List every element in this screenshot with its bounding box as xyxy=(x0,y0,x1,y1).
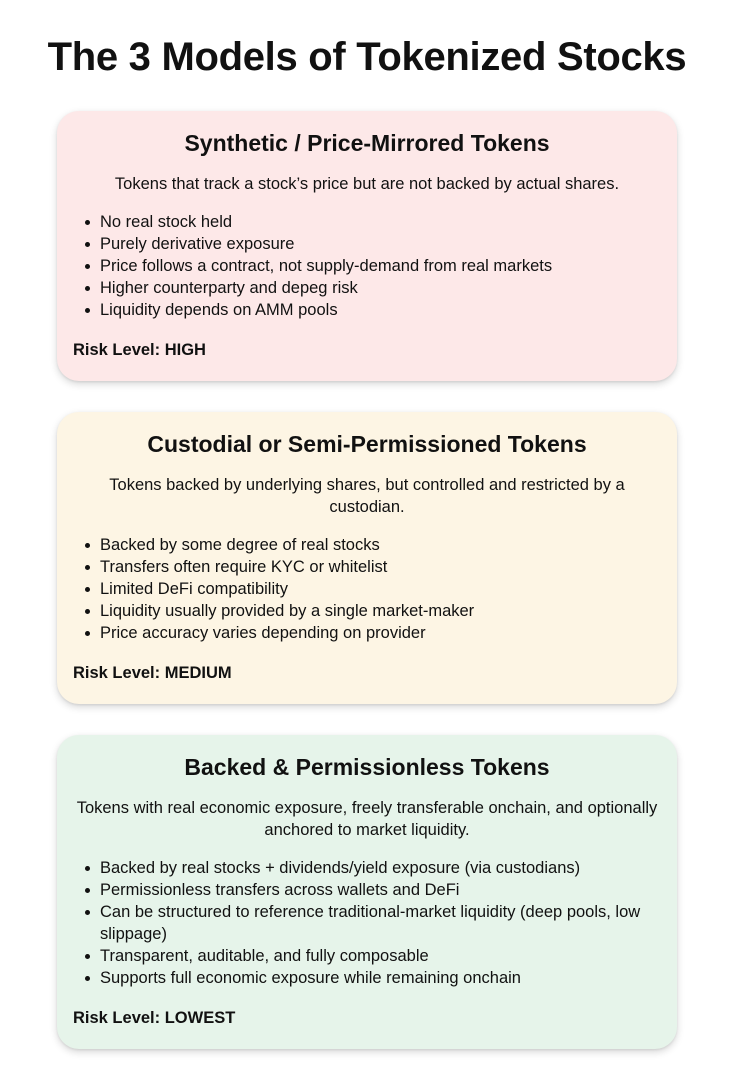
list-item: Higher counterparty and depeg risk xyxy=(73,277,661,299)
card-backed-permissionless-tokens xyxy=(57,735,677,1049)
list-item: Can be structured to reference traditional-market liquidity (deep pools, low slippage) xyxy=(73,901,661,945)
card-title: Custodial or Semi-Permissioned Tokens xyxy=(147,431,587,457)
list-item: Liquidity usually provided by a single market-maker xyxy=(73,600,661,622)
page-title: The 3 Models of Tokenized Stocks xyxy=(47,35,687,79)
list-item: Transfers often require KYC or whitelist xyxy=(73,556,661,578)
risk-level: Risk Level: MEDIUM xyxy=(73,664,232,682)
list-item: Purely derivative exposure xyxy=(73,233,661,255)
bullet-list xyxy=(73,857,661,989)
card-description: Tokens that track a stock’s price but are not backed by actual shares. xyxy=(114,175,620,193)
list-item: Liquidity depends on AMM pools xyxy=(73,299,661,321)
list-item: Price accuracy varies depending on provider xyxy=(73,622,661,644)
card-description: Tokens with real economic exposure, freely transferable onchain, and optionally anchored to market liquidity. xyxy=(76,799,658,839)
list-item: Supports full economic exposure while remaining onchain xyxy=(73,967,661,989)
bullet-list xyxy=(73,211,661,321)
list-item: Transparent, auditable, and fully composable xyxy=(73,945,661,967)
list-item: No real stock held xyxy=(73,211,661,233)
risk-level: Risk Level: HIGH xyxy=(73,341,206,359)
list-item: Price follows a contract, not supply-demand from real markets xyxy=(73,255,661,277)
list-item: Backed by some degree of real stocks xyxy=(73,534,661,556)
card-custodial-tokens xyxy=(57,412,677,704)
card-description: Tokens backed by underlying shares, but controlled and restricted by a custodian. xyxy=(109,476,625,516)
card-title: Backed & Permissionless Tokens xyxy=(184,754,550,780)
bullet-list xyxy=(73,534,661,644)
card-synthetic-tokens xyxy=(57,111,677,381)
card-title: Synthetic / Price-Mirrored Tokens xyxy=(184,130,550,156)
list-item: Permissionless transfers across wallets and DeFi xyxy=(73,879,661,901)
list-item: Limited DeFi compatibility xyxy=(73,578,661,600)
list-item: Backed by real stocks + dividends/yield exposure (via custodians) xyxy=(73,857,661,879)
risk-level: Risk Level: LOWEST xyxy=(73,1009,236,1027)
